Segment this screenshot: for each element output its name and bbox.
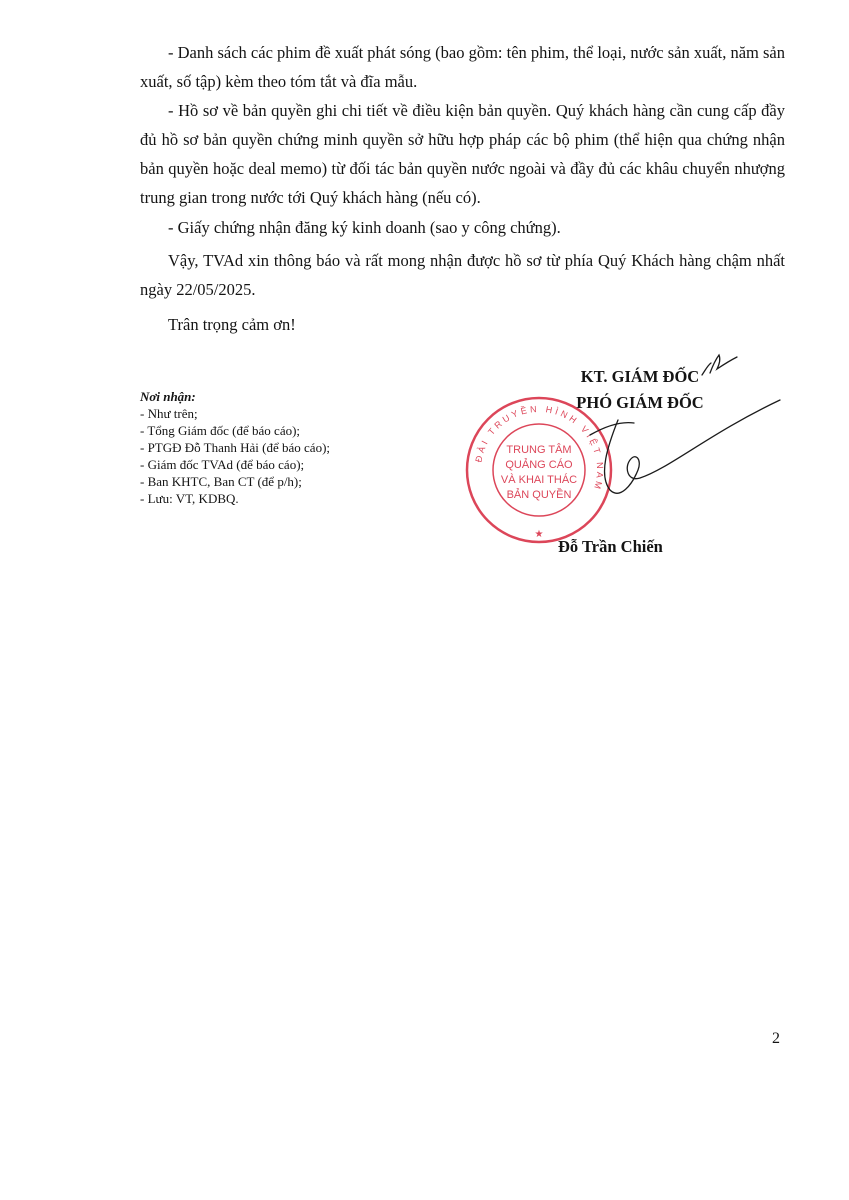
bullet-film-list: - Danh sách các phim đề xuất phát sóng (bao gồm: tên phim, thể loại, nước sản xuất, năm sản xuất, số tập) kèm theo tóm tắt và đĩa mẫu. <box>140 43 786 91</box>
recipient-item: - Ban KHTC, Ban CT (để p/h); <box>140 474 302 489</box>
recipient-item: - Như trên; <box>140 406 198 421</box>
signature-title-2: PHÓ GIÁM ĐỐC <box>576 393 704 412</box>
signature-title-1: KT. GIÁM ĐỐC <box>580 367 700 386</box>
recipients-list <box>140 388 330 507</box>
closing-paragraph: Vậy, TVAd xin thông báo và rất mong nhận được hồ sơ từ phía Quý Khách hàng chậm nhất ngày 22/05/2025. <box>140 251 785 299</box>
recipient-item: - Giám đốc TVAd (để báo cáo); <box>140 457 305 472</box>
signer-name: Đỗ Trần Chiến <box>558 537 663 556</box>
stamp-line-4: BẢN QUYỀN <box>506 489 572 501</box>
recipient-item: - Lưu: VT, KDBQ. <box>140 491 239 506</box>
stamp-line-3: VÀ KHAI THÁC <box>500 474 578 486</box>
signature-block <box>540 364 740 416</box>
recipient-item: - PTGĐ Đỗ Thanh Hải (để báo cáo); <box>140 440 331 455</box>
stamp-line-1: TRUNG TÂM <box>506 444 572 456</box>
stamp-ring-text: ĐÀI TRUYỀN HÌNH VIỆT NAM <box>473 403 606 493</box>
thanks-line: Trân trọng cảm ơn! <box>168 315 296 334</box>
recipients-title: Nơi nhận: <box>140 389 196 404</box>
recipient-item: - Tổng Giám đốc (để báo cáo); <box>140 423 301 438</box>
stamp-line-2: QUẢNG CÁO <box>505 459 573 471</box>
stamp-star-icon: ★ <box>534 529 544 540</box>
page-number: 2 <box>772 1030 780 1047</box>
bullet-copyright-docs: - Hồ sơ về bản quyền ghi chi tiết về điều kiện bản quyền. Quý khách hàng cần cung cấp đầy đủ hồ sơ bản quyền chứng minh quyền sở hữu hợp pháp các bộ phim (thể hiện qua chứng nhận bản quyền hoặc deal memo) từ đối tác bản quyền nước ngoài và đầy đủ các khâu chuyển nhượng trung gian trong nước tới Quý khách hàng (nếu có). <box>140 101 785 207</box>
bullet-business-license: - Giấy chứng nhận đăng ký kinh doanh (sao y công chứng). <box>168 218 561 237</box>
